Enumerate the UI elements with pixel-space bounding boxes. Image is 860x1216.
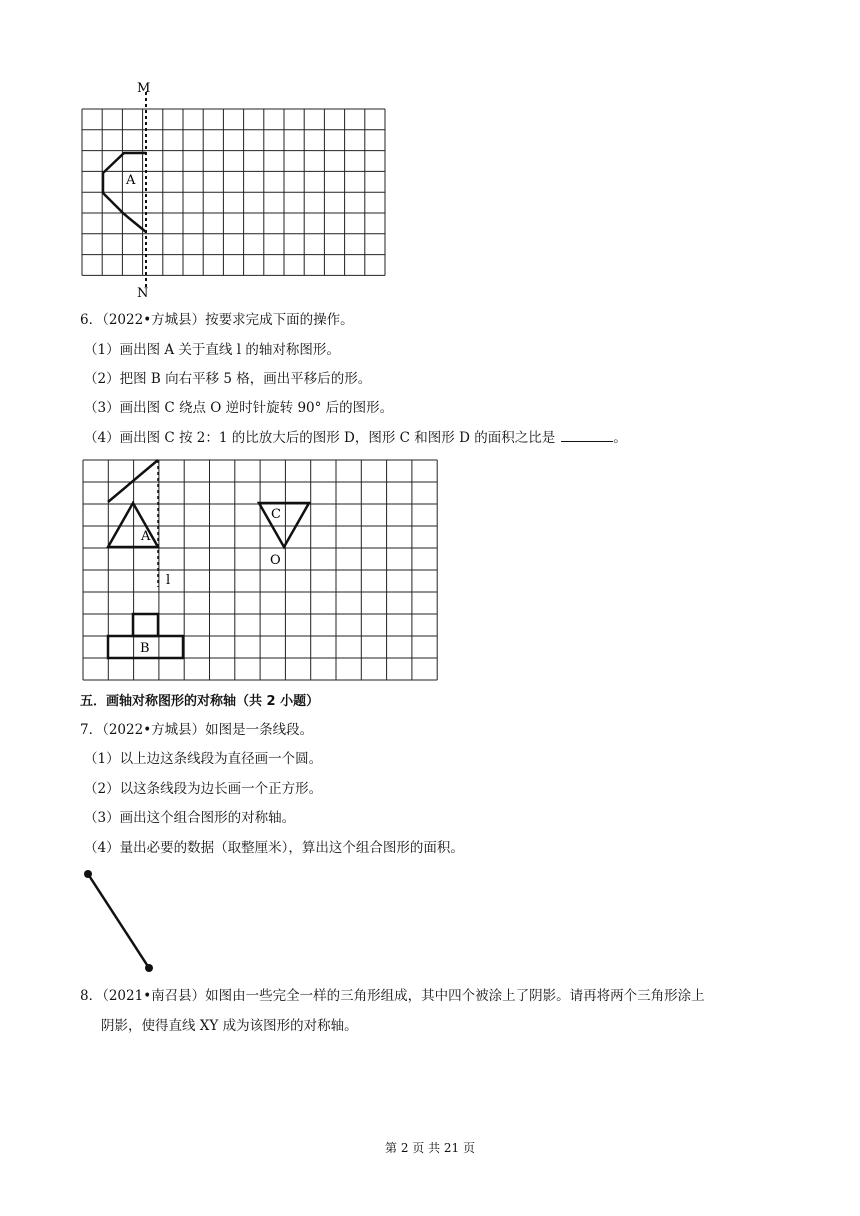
q6-item-4-end: 。 <box>613 430 627 446</box>
q6-item-4: （4）画出图 C 按 2：1 的比放大后的图形 D，图形 C 和图形 D 的面积之比是 <box>84 430 556 446</box>
label-a1: A <box>126 173 136 188</box>
label-m: M <box>137 81 151 96</box>
segment-endpoint-bottom <box>145 964 153 972</box>
label-b: B <box>140 641 150 656</box>
q8-line-2: 阴影，使得直线 XY 成为该图形的对称轴。 <box>101 1018 358 1034</box>
q7-title: 7．（2022•方城县）如图是一条线段。 <box>80 722 314 738</box>
q6-item-2: （2）把图 B 向右平移 5 格，画出平移后的形。 <box>84 371 372 387</box>
q7-item-3: （3）画出这个组合图形的对称轴。 <box>84 810 296 826</box>
section-5-title: 五．画轴对称图形的对称轴（共 2 小题） <box>80 694 320 709</box>
label-c: C <box>271 507 281 522</box>
q7-item-1: （1）以上边这条线段为直径画一个圆。 <box>84 751 323 767</box>
q7-item-4: （4）量出必要的数据（取整厘米），算出这个组合图形的面积。 <box>84 840 464 856</box>
label-a2: A <box>141 529 151 544</box>
page-footer: 第 2 页 共 21 页 <box>385 1141 475 1155</box>
label-l: l <box>166 573 171 588</box>
label-o: O <box>270 553 281 568</box>
line-segment <box>88 874 149 968</box>
q8-line-1: 8．（2021•南召县）如图由一些完全一样的三角形组成，其中四个被涂上了阴影。请再将两个三角形涂上 <box>80 988 705 1004</box>
q6-item-3: （3）画出图 C 绕点 O 逆时针旋转 90° 后的图形。 <box>84 400 394 416</box>
q7-item-2: （2）以这条线段为边长画一个正方形。 <box>84 781 323 797</box>
segment-endpoint-top <box>84 870 92 878</box>
q6-title: 6．（2022•方城县）按要求完成下面的操作。 <box>80 312 354 328</box>
label-n: N <box>137 286 149 301</box>
q6-item-1: （1）画出图 A 关于直线 l 的轴对称图形。 <box>84 342 340 358</box>
